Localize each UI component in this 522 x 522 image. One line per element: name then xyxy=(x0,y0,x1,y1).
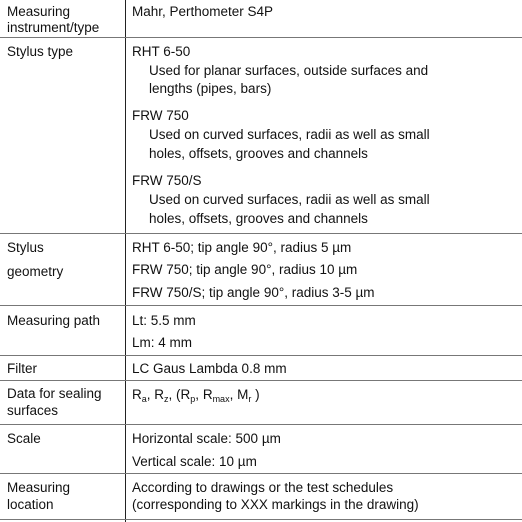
scale-line: Vertical scale: 10 µm xyxy=(132,454,257,469)
stylus-name: RHT 6-50 xyxy=(132,44,191,59)
param-rp: $R_p$ xyxy=(180,387,196,404)
row-divider xyxy=(0,37,522,38)
geometry-line: FRW 750/S; tip angle 90°, radius 3-5 µm xyxy=(132,285,375,300)
stylus-name: FRW 750/S xyxy=(132,173,202,188)
geometry-line: RHT 6-50; tip angle 90°, radius 5 µm xyxy=(132,240,352,255)
row-label-scale: Scale xyxy=(7,431,41,446)
stylus-description: holes, offsets, grooves and channels xyxy=(149,146,368,161)
param-mr: $M_r$ xyxy=(237,387,252,404)
row-label-sealing-data: Data for sealing xyxy=(7,386,102,401)
row-label-measuring-location-line2: location xyxy=(7,497,54,512)
stylus-description: lengths (pipes, bars) xyxy=(149,81,272,96)
stylus-description: Used on curved surfaces, radii as well as small xyxy=(149,192,430,207)
row-label-stylus-type: Stylus type xyxy=(7,44,74,59)
path-line: Lt: 5.5 mm xyxy=(132,313,196,328)
row-label-stylus-geometry-line2: geometry xyxy=(7,264,64,279)
row-label-sealing-data-line2: surfaces xyxy=(7,403,59,418)
row-label-instrument: Measuring xyxy=(7,4,71,19)
sealing-parameters: $R_a$, $R_z$, ($R_p$, $R_{max}$, $M_r$ ) xyxy=(132,387,260,404)
param-rmax: $R_{max}$ xyxy=(202,387,230,404)
table-bottom-border xyxy=(0,519,522,520)
row-label-stylus-geometry: Stylus xyxy=(7,240,44,255)
row-label-filter: Filter xyxy=(7,361,37,376)
stylus-description: holes, offsets, grooves and channels xyxy=(149,211,368,226)
row-value-instrument: Mahr, Perthometer S4P xyxy=(132,4,274,19)
geometry-line: FRW 750; tip angle 90°, radius 10 µm xyxy=(132,262,358,277)
stylus-description: Used on curved surfaces, radii as well as small xyxy=(149,127,430,142)
location-line: According to drawings or the test schedules xyxy=(132,480,394,495)
row-label-measuring-location: Measuring xyxy=(7,480,71,495)
row-divider xyxy=(0,424,522,425)
row-divider xyxy=(0,233,522,234)
row-divider xyxy=(0,380,522,381)
param-rz: $R_z$ xyxy=(154,387,169,404)
row-label-instrument-line2: instrument/type xyxy=(7,20,100,35)
row-divider xyxy=(0,355,522,356)
path-line: Lm: 4 mm xyxy=(132,335,193,350)
row-divider xyxy=(0,305,522,306)
row-label-measuring-path: Measuring path xyxy=(7,313,101,328)
scale-line: Horizontal scale: 500 µm xyxy=(132,431,281,446)
column-divider xyxy=(125,0,126,522)
location-line: (corresponding to XXX markings in the drawing) xyxy=(132,497,419,512)
stylus-description: Used for planar surfaces, outside surfaces and xyxy=(149,63,429,78)
stylus-name: FRW 750 xyxy=(132,108,189,123)
row-divider xyxy=(0,473,522,474)
param-ra: $R_a$ xyxy=(132,387,147,404)
row-value-filter: LC Gaus Lambda 0.8 mm xyxy=(132,361,287,376)
